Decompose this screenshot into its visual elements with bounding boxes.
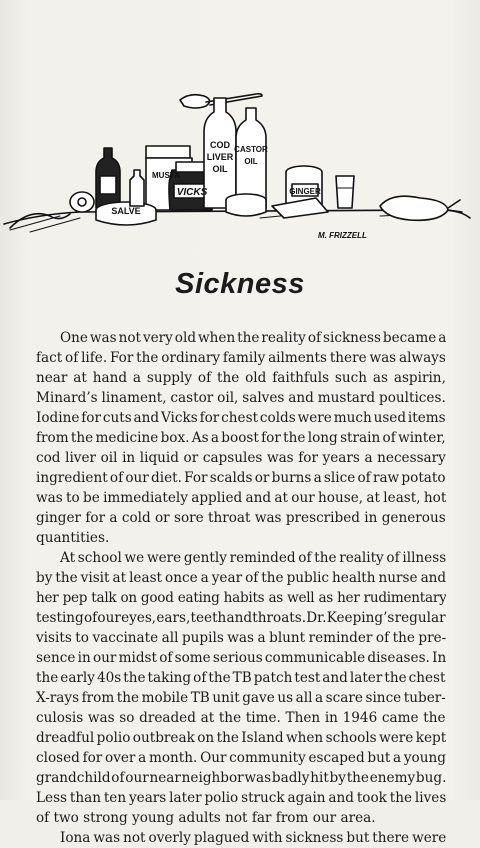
text-line-content: grandchild of our near neighbor was badly hit by the enemy bug. (36, 770, 446, 786)
text-line (36, 468, 446, 488)
label-liver: LIVER (206, 152, 234, 162)
text-line-content: was to be immediately applied and at our house, at least, hot (36, 490, 446, 506)
artist-signature: M. FRIZZELL (318, 231, 367, 240)
text-line-content: of two strong young adults not far from our area. (36, 810, 376, 826)
label-salve: SALVE (111, 206, 141, 216)
text-line (36, 828, 446, 848)
text-line (36, 508, 446, 528)
text-line (36, 348, 446, 368)
text-line-content: Iodine for cuts and Vicks for chest colds were much used items (36, 410, 446, 426)
label-ginger: GINGER (289, 187, 321, 196)
text-line-content: Minard’s linament, castor oil, salves and mustard poultices. (36, 390, 446, 406)
text-line (36, 728, 446, 748)
text-line (36, 448, 446, 468)
text-line (36, 568, 446, 588)
text-line (36, 788, 446, 808)
text-line-content: from the medicine box. As a boost for the long strain of winter, (36, 430, 446, 446)
text-line-content: testing of our eyes, ears, teeth and throats. Dr. Keeping’s regular (36, 610, 446, 626)
text-line (36, 808, 446, 828)
text-line (36, 488, 446, 508)
text-line-content: ingredient of our diet. For scalds or burns a slice of raw potato (36, 470, 446, 486)
text-line (36, 688, 446, 708)
text-line (36, 768, 446, 788)
text-line-content: quantities. (36, 530, 110, 546)
medicine-illustration (0, 88, 480, 248)
text-line (36, 428, 446, 448)
text-line-content: near at hand a supply of the old faithfuls such as aspirin, (36, 370, 446, 386)
label-oil-2: OIL (244, 157, 258, 166)
text-line (36, 408, 446, 428)
text-line (36, 528, 446, 548)
text-line-content: ginger for a cold or sore throat was prescribed in generous (36, 510, 446, 526)
text-line-content: At school we were gently reminded of the reality of illness (60, 550, 446, 566)
text-line (36, 748, 446, 768)
text-line-content: visits to vaccinate all pupils was a blunt reminder of the pre- (36, 630, 446, 646)
text-line (36, 328, 446, 348)
text-line (36, 368, 446, 388)
label-vicks: VICKS (176, 187, 208, 198)
label-oil-1: OIL (212, 164, 228, 174)
label-cod: COD (210, 140, 230, 150)
text-line-content: fact of life. For the ordinary family ailments there was always (36, 350, 446, 366)
text-line (36, 588, 446, 608)
text-line-content: X-rays from the mobile TB unit gave us all a scare since tuber- (36, 690, 446, 706)
text-line-content: her pep talk on good eating habits as well as her rudimentary (36, 590, 446, 606)
text-line-content: by the visit at least once a year of the public health nurse and (36, 570, 446, 586)
text-line-content: Less than ten years later polio struck again and took the lives (36, 790, 446, 806)
text-line-content: sence in our midst of some serious communicable diseases. In (36, 650, 446, 666)
text-line-content: dreadful polio outbreak on the Island when schools were kept (36, 730, 446, 746)
text-line (36, 708, 446, 728)
label-castor: CASTOR (234, 145, 268, 154)
text-line (36, 608, 446, 628)
text-line-content: closed for over a month. Our community escaped but a young (36, 750, 446, 766)
text-line (36, 628, 446, 648)
label-mustard: MUSTA (152, 171, 180, 180)
text-line (36, 548, 446, 568)
text-line-content: culosis was so dreaded at the time. Then in 1946 came the (36, 710, 446, 726)
text-line (36, 668, 446, 688)
text-line (36, 388, 446, 408)
text-line-content: cod liver oil in liquid or capsules was for years a necessary (36, 450, 446, 466)
body-text (36, 328, 446, 848)
text-line-content: the early 40s the taking of the TB patch test and later the chest (36, 670, 446, 686)
text-line (36, 648, 446, 668)
text-line-content: One was not very old when the reality of sickness became a (60, 330, 446, 346)
page-title: Sickness (175, 268, 305, 300)
text-line-content: Iona was not overly plagued with sickness but there were (60, 830, 446, 846)
